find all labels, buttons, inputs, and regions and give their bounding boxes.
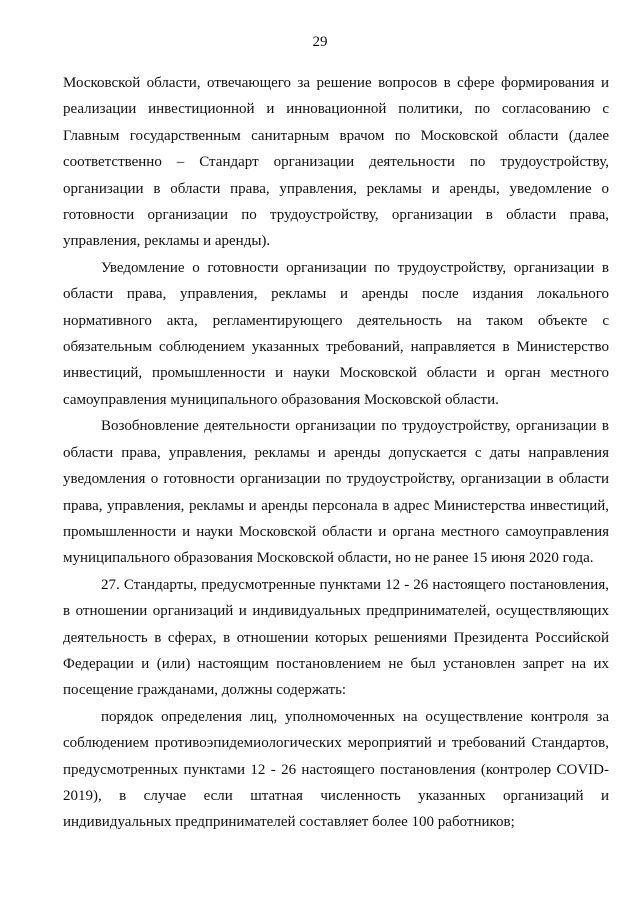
paragraph-resumption: Возобновление деятельности организации по трудоустройству, организации в области права, управления, рекламы и аренды допускается с даты направления уведомления о готовности организации по трудоустройству, организации в области права, управления, рекламы и аренды персонала в адрес Министерства инвестиций, промышленности и науки Московской области и органа местного самоуправления муниципального образования Московской области, но не ранее 15 июня 2020 года. — [63, 418, 609, 567]
document-body — [63, 70, 609, 836]
paragraph-clause-27: 27. Стандарты, предусмотренные пунктами 12 - 26 настоящего постановления, в отношении организаций и индивидуальных предпринимателей, осуществляющих деятельность в сферах, в отношении которых решениями Президента Российской Федерации и (или) настоящим постановлением не был установлен запрет на их посещение гражданами, должны содержать: — [63, 576, 609, 699]
paragraph-continuation: Московской области, отвечающего за решение вопросов в сфере формирования и реализации инвестиционной и инновационной политики, по согласованию с Главным государственным санитарным врачом по Московской области (далее соответственно – Стандарт организации деятельности по трудоустройству, организации в области права, управления, рекламы и аренды, уведомление о готовности организации по трудоустройству, организации в области права, управления, рекламы и аренды). — [63, 75, 609, 250]
paragraph-notification: Уведомление о готовности организации по трудоустройству, организации в области права, управления, рекламы и аренды после издания локального нормативного акта, регламентирующего деятельность на таком объекте с обязательным соблюдением указанных требований, направляется в Министерство инвестиций, промышленности и науки Московской области и орган местного самоуправления муниципального образования Московской области. — [63, 259, 609, 408]
paragraph-covid-controller: порядок определения лиц, уполномоченных на осуществление контроля за соблюдением противоэпидемиологических мероприятий и требований Стандартов, предусмотренных пунктами 12 - 26 настоящего постановления (контролер COVID-2019), в случае если штатная численность указанных организаций и индивидуальных предпринимателей составляет более 100 работников; — [63, 708, 609, 831]
page-number: 29 — [312, 34, 328, 50]
